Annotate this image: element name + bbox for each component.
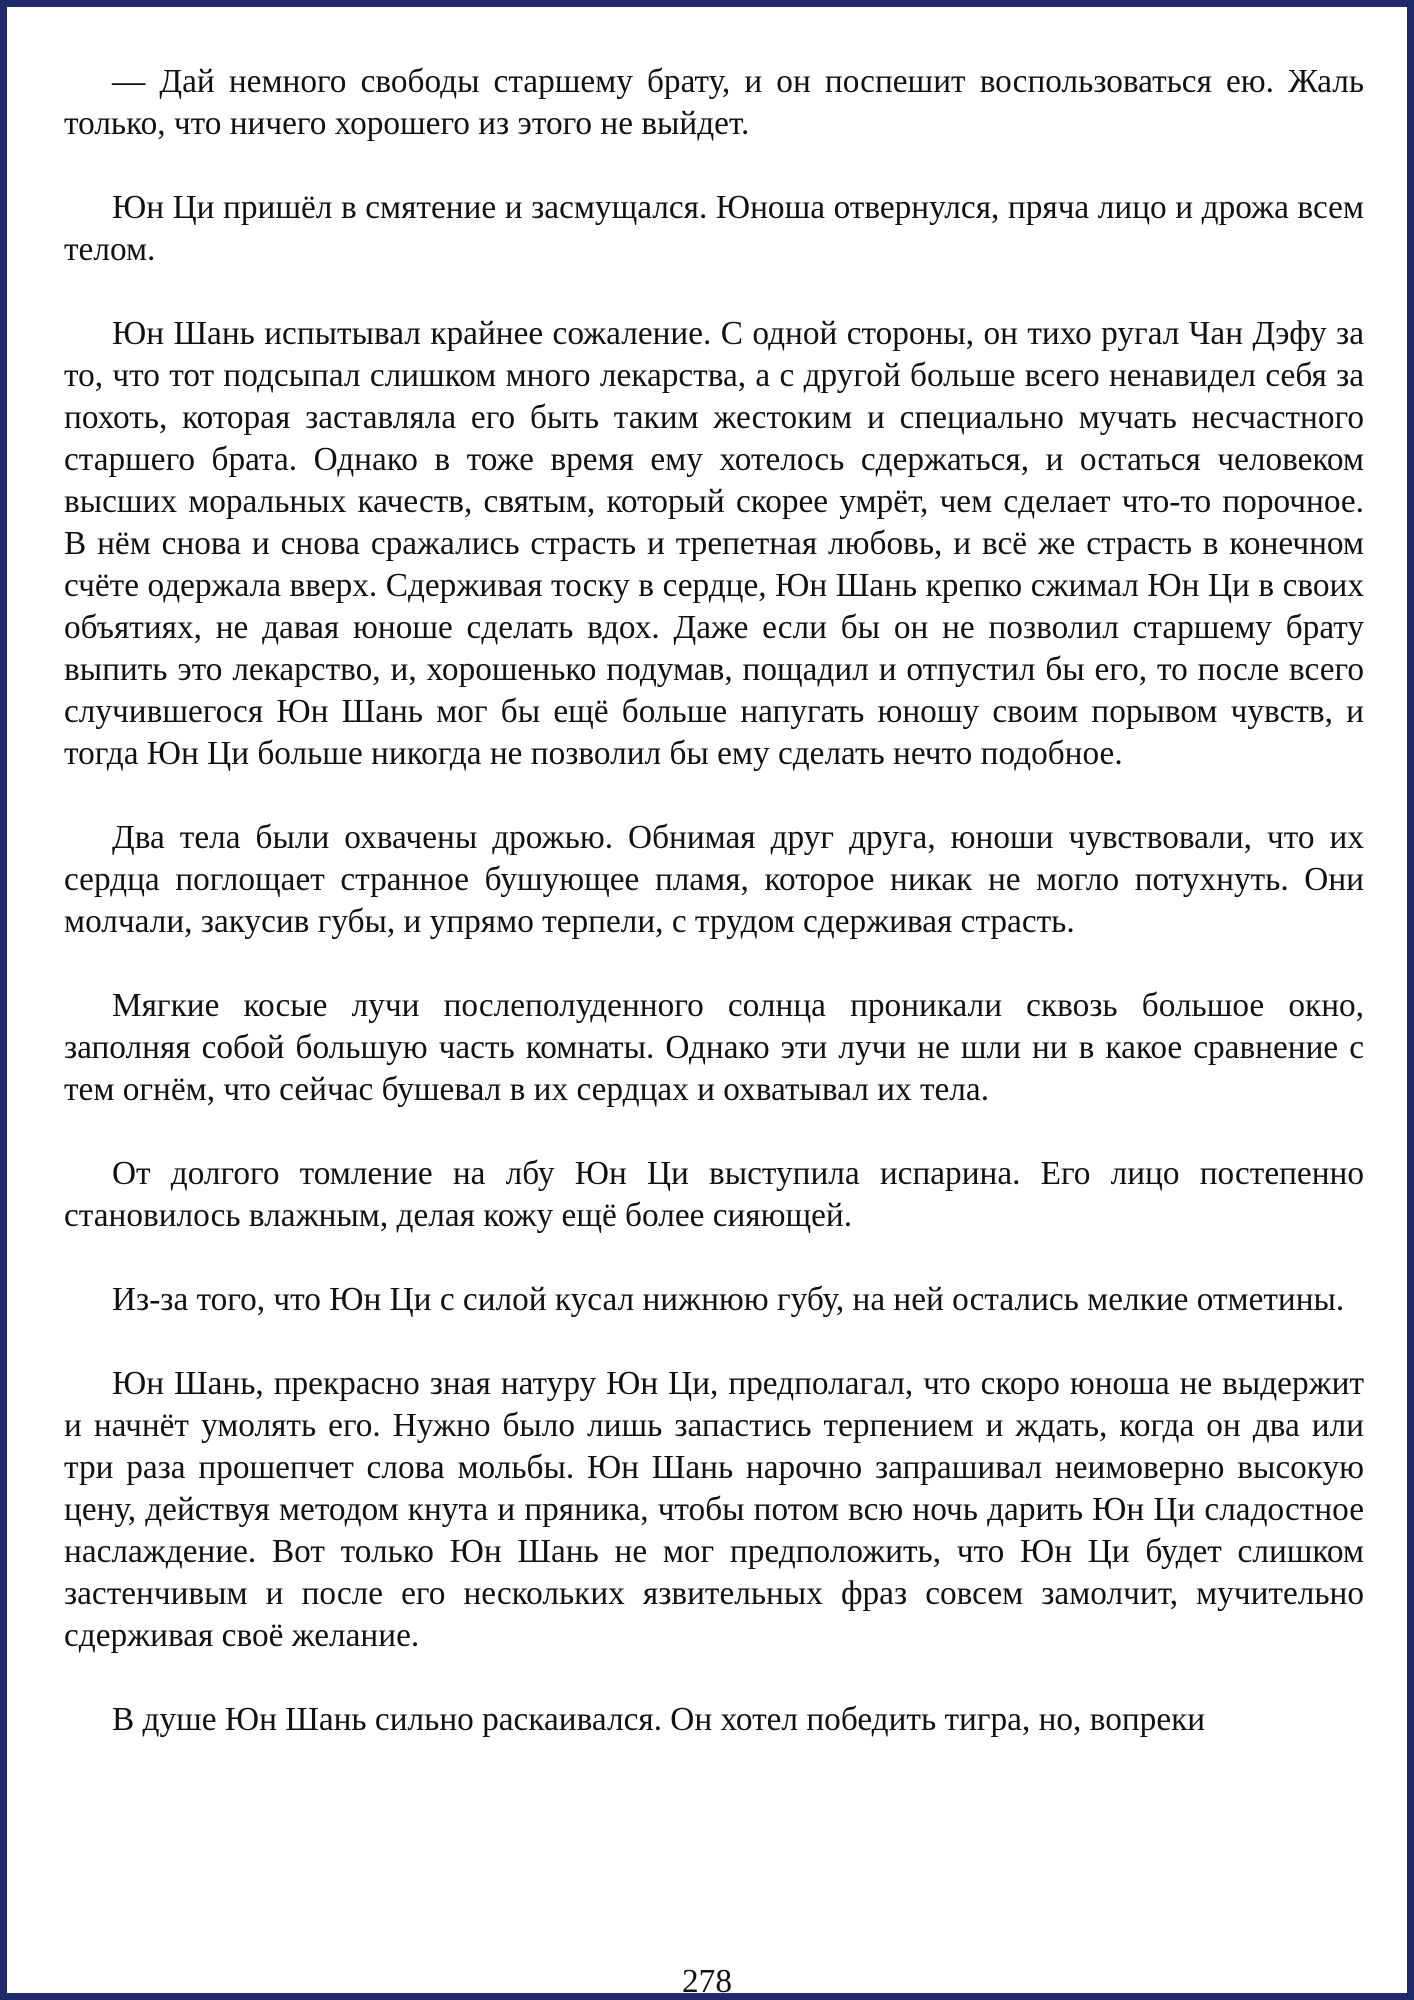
- paragraph: От долгого томление на лбу Юн Ци выступила испарина. Его лицо постепенно становилось влажным, делая кожу ещё более сияющей.: [64, 1155, 1364, 1234]
- paragraph: Мягкие косые лучи послеполуденного солнца проникали сквозь большое окно, заполняя собой большую часть комнаты. Однако эти лучи не шли ни в какое сравнение с тем огнём, что сейчас бушевал в их сердцах и охватывал их тела.: [64, 987, 1364, 1108]
- paragraph: Из-за того, что Юн Ци с силой кусал нижнюю губу, на ней остались мелкие отметины.: [112, 1281, 1345, 1318]
- paragraph: Юн Шань испытывал крайнее сожаление. С одной стороны, он тихо ругал Чан Дэфу за то, что тот подсыпал слишком много лекарства, а с другой больше всего ненавидел себя за похоть, которая заставляла его быть таким жестоким и специально мучать несчастного старшего брата. Однако в тоже время ему хотелось сдержаться, и остаться человеком высших моральных качеств, святым, который скорее умрёт, чем сделает что-то порочное. В нём снова и снова сражались страсть и трепетная любовь, и всё же страсть в конечном счёте одержала вверх. Сдерживая тоску в сердце, Юн Шань крепко сжимал Юн Ци в своих объятиях, не давая юноше сделать вдох. Даже если бы он не позволил старшему брату выпить это лекарство, и, хорошенько подумав, пощадил и отпустил бы его, то после всего случившегося Юн Шань мог бы ещё больше напугать юношу своим порывом чувств, и тогда Юн Ци больше никогда не позволил бы ему сделать нечто подобное.: [64, 315, 1364, 772]
- paragraph: Юн Шань, прекрасно зная натуру Юн Ци, предполагал, что скоро юноша не выдержит и начнёт умолять его. Нужно было лишь запастись терпением и ждать, когда он два или три раза прошепчет слова мольбы. Юн Шань нарочно запрашивал неимоверно высокую цену, действуя методом кнута и пряника, чтобы потом всю ночь дарить Юн Ци сладостное наслаждение. Вот только Юн Шань не мог предположить, что Юн Ци будет слишком застенчивым и после его нескольких язвительных фраз совсем замолчит, мучительно сдерживая своё желание.: [64, 1365, 1364, 1654]
- page-body: [64, 61, 1364, 1783]
- paragraph: — Дай немного свободы старшему брату, и он поспешит воспользоваться ею. Жаль только, что ничего хорошего из этого не выйдет.: [64, 63, 1364, 142]
- paragraph-last: В душе Юн Шань сильно раскаивался. Он хотел победить тигра, но, вопреки: [112, 1701, 1206, 1738]
- paragraph: Два тела были охвачены дрожью. Обнимая друг друга, юноши чувствовали, что их сердца поглощает странное бушующее пламя, которое никак не могло потухнуть. Они молчали, закусив губы, и упрямо терпели, с трудом сдерживая страсть.: [64, 819, 1364, 940]
- page-number: 278: [682, 1963, 732, 2000]
- paragraph: Юн Ци пришёл в смятение и засмущался. Юноша отвернулся, пряча лицо и дрожа всем телом.: [64, 189, 1364, 268]
